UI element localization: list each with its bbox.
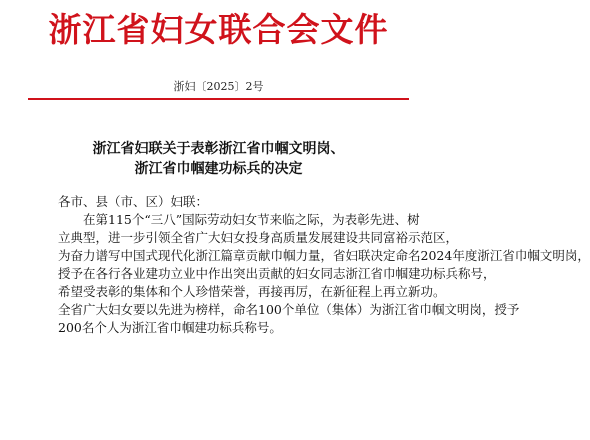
body-line: 200名个人为浙江省巾帼建功标兵称号。 xyxy=(58,320,282,335)
document-header-title: 浙江省妇女联合会文件 xyxy=(48,10,389,49)
salutation: 各市、县（市、区）妇联： xyxy=(58,194,209,209)
headline-line: 浙江省妇联关于表彰浙江省巾帼文明岗、 xyxy=(92,141,345,157)
body-line: 全省广大妇女要以先进为榜样，命名100个单位（集体）为浙江省巾帼文明岗，授予 xyxy=(58,302,520,317)
body-line: 为奋力谱写中国式现代化浙江篇章贡献巾帼力量，省妇联决定命名2024年度浙江省巾帼文明岗， xyxy=(58,248,590,263)
body-line: 希望受表彰的集体和个人珍惜荣誉，再接再厉，在新征程上再立新功。 xyxy=(58,284,446,299)
document-headline xyxy=(0,139,437,179)
body-line: 授予在各行各业建功立业中作出突出贡献的妇女同志浙江省巾帼建功标兵称号， xyxy=(58,266,496,281)
body-line: 立典型，进一步引领全省广大妇女投身高质量发展建设共同富裕示范区， xyxy=(58,230,459,245)
document-body xyxy=(58,211,590,337)
body-line: 在第115个“三八”国际劳动妇女节来临之际，为表彰先进、树 xyxy=(83,212,420,227)
header-red-rule xyxy=(28,98,409,100)
document-number: 浙妇〔2025〕2号 xyxy=(173,80,264,93)
headline-line: 浙江省巾帼建功标兵的决定 xyxy=(134,161,303,177)
